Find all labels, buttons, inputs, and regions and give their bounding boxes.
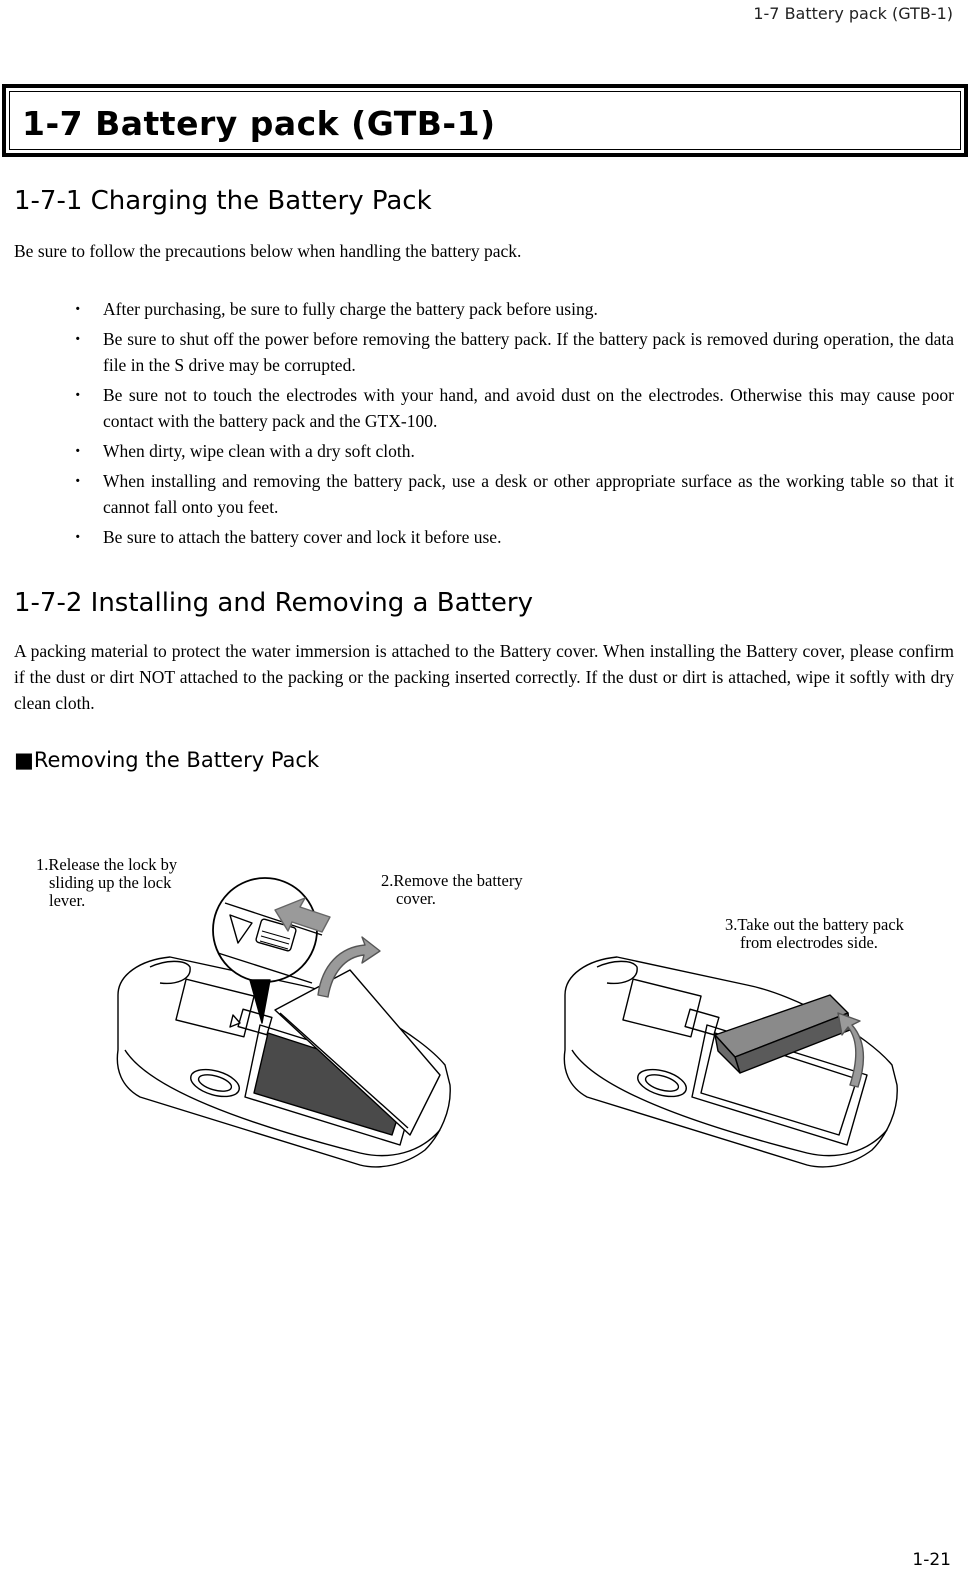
caption-line: 3.Take out the battery pack bbox=[725, 915, 904, 934]
bullet-text: When dirty, wipe clean with a dry soft cloth. bbox=[103, 441, 415, 461]
bullet-marker: ・ bbox=[69, 299, 87, 319]
list-item bbox=[60, 382, 954, 434]
bullet-text: After purchasing, be sure to fully charge the battery pack before using. bbox=[103, 299, 598, 319]
bullet-marker: ・ bbox=[69, 441, 87, 461]
bullet-text: When installing and removing the battery pack, use a desk or other appropriate surface as the working table so that it cannot fall onto you feet. bbox=[103, 471, 954, 517]
caption-step-1 bbox=[36, 856, 177, 910]
caption-line: lever. bbox=[49, 891, 86, 910]
list-item bbox=[60, 296, 954, 322]
caption-line: from electrodes side. bbox=[740, 933, 878, 952]
caption-step-3 bbox=[725, 916, 904, 952]
caption-step-2 bbox=[381, 872, 523, 908]
list-item bbox=[60, 468, 954, 520]
caption-line: 1.Release the lock by bbox=[36, 855, 178, 874]
section-title-installing: 1-7-2 Installing and Removing a Battery bbox=[14, 588, 533, 618]
running-header: 1-7 Battery pack (GTB-1) bbox=[753, 4, 953, 23]
device-left-drawing bbox=[117, 957, 450, 1167]
list-item bbox=[60, 438, 954, 464]
precaution-list bbox=[60, 296, 954, 554]
bullet-marker: ・ bbox=[69, 329, 87, 349]
bullet-marker: ・ bbox=[69, 471, 87, 491]
bullet-text: Be sure to attach the battery cover and lock it before use. bbox=[103, 527, 502, 547]
caption-line: sliding up the lock bbox=[49, 873, 172, 892]
bullet-marker: ・ bbox=[69, 385, 87, 405]
installing-body: A packing material to protect the water immersion is attached to the Battery cover. When installing the Battery cover, please confirm if the dust or dirt NOT attached to the packing or the packing inserted correctly. If the dust or dirt is attached, wipe it softly with dry clean cloth. bbox=[14, 641, 954, 713]
subsection-title-removing: ■Removing the Battery Pack bbox=[14, 748, 320, 772]
bullet-text: Be sure not to touch the electrodes with your hand, and avoid dust on the electrodes. Otherwise this may cause poor contact with the battery pack and the GTX-100. bbox=[103, 385, 954, 431]
bullet-marker: ・ bbox=[69, 527, 87, 547]
chapter-title: 1-7 Battery pack (GTB-1) bbox=[22, 104, 496, 143]
page-number: 1-21 bbox=[912, 1550, 951, 1570]
caption-line: 2.Remove the battery bbox=[381, 871, 523, 890]
charging-intro: Be sure to follow the precautions below when handling the battery pack. bbox=[14, 241, 522, 261]
chapter-heading-box bbox=[2, 84, 968, 157]
bullet-text: Be sure to shut off the power before removing the battery pack. If the battery pack is removed during operation, the data file in the S drive may be corrupted. bbox=[103, 329, 954, 375]
caption-line: cover. bbox=[396, 889, 436, 908]
list-item bbox=[60, 326, 954, 378]
device-right-drawing bbox=[564, 957, 897, 1167]
list-item bbox=[60, 524, 954, 550]
section-title-charging: 1-7-1 Charging the Battery Pack bbox=[14, 186, 432, 216]
